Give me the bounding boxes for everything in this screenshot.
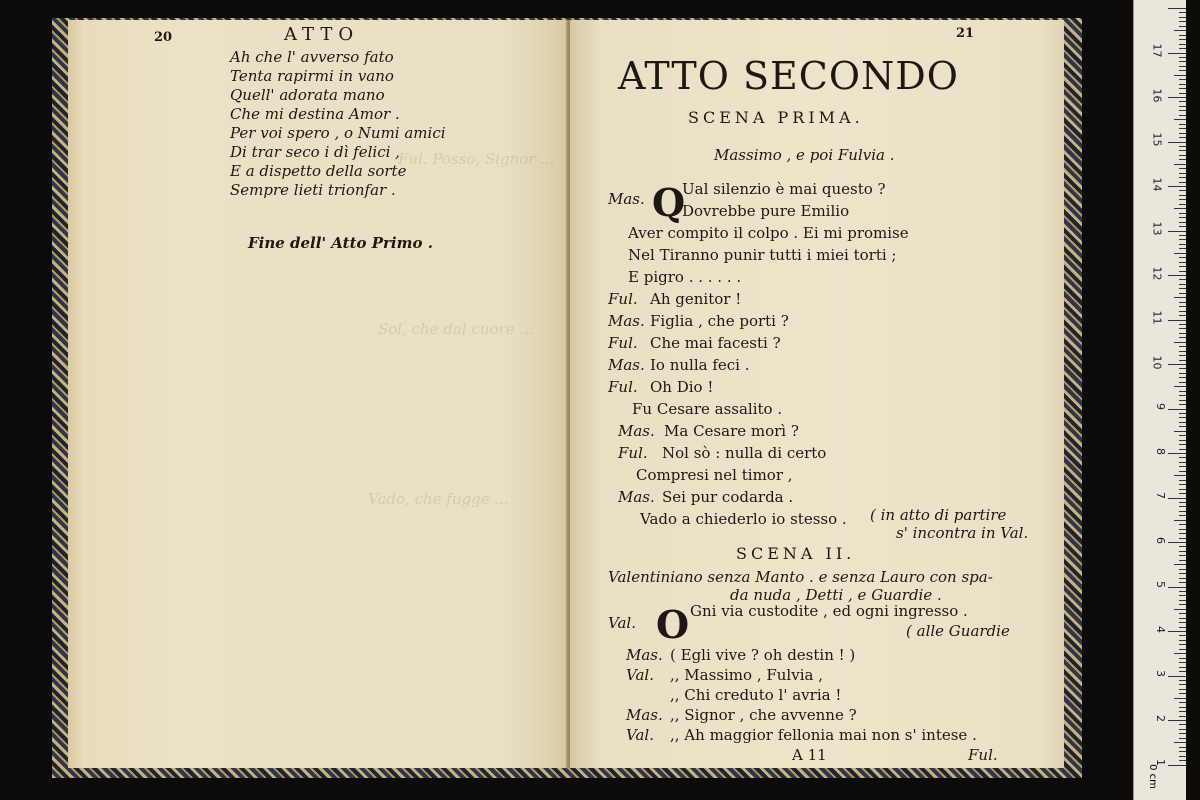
- ruler-tick: [1179, 489, 1186, 490]
- speaker-label: Mas.: [608, 356, 645, 374]
- ruler-tick: [1179, 591, 1186, 592]
- dialogue-line: ,, Chi creduto l' avria !: [670, 686, 842, 704]
- ruler-tick: [1179, 262, 1186, 263]
- ruler-tick: [1179, 604, 1186, 605]
- ruler-tick: [1168, 97, 1186, 98]
- speaker-label: Mas.: [608, 312, 645, 330]
- ruler-tick: [1179, 578, 1186, 579]
- ruler-tick: [1174, 208, 1186, 209]
- ruler-tick: [1174, 431, 1186, 432]
- ruler-tick: [1168, 720, 1186, 721]
- ruler-tick: [1179, 546, 1186, 547]
- scene-characters: da nuda , Detti , e Guardie .: [730, 586, 942, 604]
- ruler-tick: [1174, 297, 1186, 298]
- stage-direction: s' incontra in Val.: [896, 524, 1029, 542]
- ruler-tick: [1179, 306, 1186, 307]
- dialogue-line: Nel Tiranno punir tutti i miei torti ;: [628, 246, 897, 264]
- ruler-tick: [1179, 457, 1186, 458]
- ruler-tick: [1179, 106, 1186, 107]
- ruler-tick: [1179, 44, 1186, 45]
- ruler-tick: [1179, 35, 1186, 36]
- scene-characters: Valentiniano senza Manto . e senza Lauro con spa-: [608, 568, 993, 586]
- ruler-tick: [1179, 182, 1186, 183]
- ruler-tick: [1179, 244, 1186, 245]
- dialogue-line: E pigro . . . . . .: [628, 268, 742, 286]
- ruler-tick: [1168, 186, 1186, 187]
- ruler-tick: [1174, 742, 1186, 743]
- ruler-tick: [1179, 199, 1186, 200]
- ruler-tick: [1179, 337, 1186, 338]
- ruler-tick: [1179, 226, 1186, 227]
- stage-direction: ( alle Guardie: [906, 622, 1010, 640]
- ruler-number: 10: [1150, 355, 1164, 369]
- ruler-tick: [1179, 70, 1186, 71]
- ruler-tick: [1179, 711, 1186, 712]
- scene-characters: Massimo , e poi Fulvia .: [714, 146, 895, 164]
- ruler-number: 11: [1150, 310, 1164, 325]
- ruler-tick: [1179, 137, 1186, 138]
- ruler-tick: [1174, 253, 1186, 254]
- ruler-tick: [1168, 8, 1186, 9]
- ruler-tick: [1174, 609, 1186, 610]
- ruler-tick: [1179, 110, 1186, 111]
- ruler-tick: [1179, 724, 1186, 725]
- ruler-tick: [1179, 635, 1186, 636]
- ruler-tick: [1179, 395, 1186, 396]
- ruler-tick: [1179, 377, 1186, 378]
- stage-direction: ( in atto di partire: [870, 506, 1007, 524]
- ruler-tick: [1179, 133, 1186, 134]
- dialogue-line: Gni via custodite , ed ogni ingresso .: [690, 602, 968, 620]
- ruler-tick: [1179, 680, 1186, 681]
- ruler-tick: [1168, 364, 1186, 365]
- ruler-tick: [1168, 453, 1186, 454]
- ruler-tick: [1179, 613, 1186, 614]
- ruler-tick: [1179, 595, 1186, 596]
- ruler-tick: [1179, 284, 1186, 285]
- ruler-tick: [1168, 542, 1186, 543]
- ruler-tick: [1168, 142, 1186, 143]
- ruler-unit-label: 0 cm: [1146, 764, 1158, 789]
- verse-line: Per voi spero , o Numi amici: [230, 124, 446, 142]
- act-title: ATTO SECONDO: [618, 54, 959, 98]
- ruler-tick: [1179, 466, 1186, 467]
- dialogue-line: ,, Signor , che avvenne ?: [670, 706, 857, 724]
- ruler-tick: [1179, 671, 1186, 672]
- measurement-ruler: [1133, 0, 1186, 800]
- ruler-tick: [1179, 684, 1186, 685]
- ruler-tick: [1174, 698, 1186, 699]
- ruler-tick: [1174, 342, 1186, 343]
- ruler-tick: [1179, 79, 1186, 80]
- ruler-tick: [1179, 747, 1186, 748]
- dialogue-line: Fu Cesare assalito .: [632, 400, 783, 418]
- ruler-tick: [1179, 560, 1186, 561]
- ruler-tick: [1179, 360, 1186, 361]
- dialogue-line: Figlia , che porti ?: [650, 312, 789, 330]
- ruler-tick: [1179, 346, 1186, 347]
- ruler-tick: [1179, 529, 1186, 530]
- ruler-tick: [1179, 213, 1186, 214]
- drop-cap: O: [656, 602, 690, 647]
- ruler-tick: [1179, 440, 1186, 441]
- scene-heading: SCENA PRIMA.: [688, 108, 864, 127]
- ruler-tick: [1168, 231, 1186, 232]
- ruler-number: 14: [1150, 177, 1164, 191]
- ruler-number: 8: [1154, 447, 1167, 455]
- ruler-tick: [1174, 564, 1186, 565]
- page-number: 21: [956, 26, 975, 41]
- ruler-tick: [1174, 164, 1186, 165]
- ruler-tick: [1179, 707, 1186, 708]
- running-header: ATTO: [284, 24, 360, 45]
- ruler-tick: [1179, 324, 1186, 325]
- ruler-tick: [1179, 257, 1186, 258]
- ruler-tick: [1179, 155, 1186, 156]
- ruler-tick: [1179, 480, 1186, 481]
- ruler-number: 13: [1150, 221, 1164, 236]
- ruler-tick: [1179, 640, 1186, 641]
- ruler-number: 3: [1154, 670, 1167, 677]
- ruler-tick: [1179, 622, 1186, 623]
- ruler-tick: [1179, 493, 1186, 494]
- ruler-tick: [1179, 573, 1186, 574]
- ruler-tick: [1168, 409, 1186, 410]
- ruler-tick: [1179, 502, 1186, 503]
- ruler-tick: [1179, 716, 1186, 717]
- ruler-tick: [1179, 88, 1186, 89]
- verse-line: E a dispetto della sorte: [230, 162, 407, 180]
- ruler-tick: [1179, 538, 1186, 539]
- bleed-through-text: Vado, che fugge ...: [368, 490, 509, 508]
- ruler-tick: [1179, 751, 1186, 752]
- ruler-tick: [1179, 195, 1186, 196]
- ruler-tick: [1179, 217, 1186, 218]
- speaker-label: Ful.: [608, 378, 638, 396]
- ruler-number: 6: [1154, 536, 1167, 544]
- ruler-number: 17: [1150, 43, 1164, 58]
- ruler-tick: [1174, 653, 1186, 654]
- end-of-act-note: Fine dell' Atto Primo .: [248, 234, 433, 252]
- ruler-tick: [1179, 190, 1186, 191]
- page-number: 20: [154, 30, 173, 45]
- ruler-tick: [1179, 689, 1186, 690]
- ruler-tick: [1179, 756, 1186, 757]
- ruler-tick: [1179, 400, 1186, 401]
- ruler-tick: [1179, 506, 1186, 507]
- ruler-tick: [1179, 693, 1186, 694]
- ruler-tick: [1179, 667, 1186, 668]
- catchword: Ful.: [968, 746, 998, 764]
- ruler-tick: [1179, 26, 1186, 27]
- ruler-tick: [1179, 368, 1186, 369]
- ruler-tick: [1179, 382, 1186, 383]
- dialogue-line: Ma Cesare morì ?: [664, 422, 799, 440]
- dialogue-line: Oh Dio !: [650, 378, 714, 396]
- speaker-label: Mas.: [618, 488, 655, 506]
- ruler-tick: [1179, 515, 1186, 516]
- ruler-tick: [1168, 765, 1186, 766]
- ruler-number: 16: [1150, 88, 1164, 102]
- ruler-tick: [1179, 124, 1186, 125]
- drop-cap: Q: [652, 180, 686, 225]
- ruler-tick: [1179, 649, 1186, 650]
- ruler-tick: [1179, 288, 1186, 289]
- ruler-tick: [1179, 101, 1186, 102]
- ruler-tick: [1179, 315, 1186, 316]
- ruler-tick: [1179, 150, 1186, 151]
- ruler-tick: [1179, 21, 1186, 22]
- dialogue-line: Aver compito il colpo . Ei mi promise: [628, 224, 909, 242]
- verse-line: Ah che l' avverso fato: [230, 48, 394, 66]
- ruler-tick: [1179, 471, 1186, 472]
- ruler-tick: [1179, 48, 1186, 49]
- ruler-tick: [1179, 511, 1186, 512]
- ruler-tick: [1179, 702, 1186, 703]
- ruler-tick: [1179, 373, 1186, 374]
- ruler-tick: [1179, 39, 1186, 40]
- ruler-tick: [1179, 271, 1186, 272]
- dialogue-line: Sei pur codarda .: [662, 488, 794, 506]
- ruler-tick: [1168, 676, 1186, 677]
- ruler-tick: [1168, 275, 1186, 276]
- ruler-tick: [1179, 328, 1186, 329]
- ruler-tick: [1179, 355, 1186, 356]
- ruler-tick: [1168, 631, 1186, 632]
- speaker-label: Mas.: [626, 706, 663, 724]
- bleed-through-text: Sol, che dal cuore ...: [378, 320, 534, 338]
- ruler-tick: [1179, 222, 1186, 223]
- printer-signature: A 11: [792, 746, 827, 764]
- left-page: [68, 20, 582, 768]
- ruler-tick: [1179, 17, 1186, 18]
- right-page: [570, 20, 1064, 768]
- ruler-tick: [1179, 533, 1186, 534]
- ruler-tick: [1174, 75, 1186, 76]
- ruler-tick: [1174, 475, 1186, 476]
- speaker-label: Val.: [626, 726, 654, 744]
- ruler-tick: [1168, 587, 1186, 588]
- speaker-label: Ful.: [608, 290, 638, 308]
- ruler-tick: [1179, 582, 1186, 583]
- speaker-label: Ful.: [618, 444, 648, 462]
- speaker-label: Ful.: [608, 334, 638, 352]
- ruler-tick: [1179, 658, 1186, 659]
- ruler-tick: [1179, 235, 1186, 236]
- dialogue-line: Nol sò : nulla di certo: [662, 444, 827, 462]
- ruler-tick: [1179, 115, 1186, 116]
- ruler-tick: [1179, 569, 1186, 570]
- speaker-label: Mas.: [626, 646, 663, 664]
- ruler-tick: [1179, 444, 1186, 445]
- ruler-tick: [1179, 351, 1186, 352]
- ruler-tick: [1179, 279, 1186, 280]
- ruler-tick: [1174, 30, 1186, 31]
- bleed-through-text: Ful. Posso, Signor ...: [398, 150, 555, 168]
- ruler-tick: [1174, 119, 1186, 120]
- ruler-tick: [1168, 320, 1186, 321]
- verse-line: Che mi destina Amor .: [230, 105, 400, 123]
- ruler-tick: [1179, 555, 1186, 556]
- speaker-label: Val.: [626, 666, 654, 684]
- ruler-tick: [1179, 333, 1186, 334]
- verse-line: Sempre lieti trionfar .: [230, 181, 396, 199]
- ruler-tick: [1179, 311, 1186, 312]
- ruler-number: 2: [1154, 714, 1167, 722]
- ruler-tick: [1179, 293, 1186, 294]
- ruler-tick: [1179, 729, 1186, 730]
- dialogue-line: ( Egli vive ? oh destin ! ): [670, 646, 856, 664]
- ruler-tick: [1179, 168, 1186, 169]
- dialogue-line: ,, Ah maggior fellonia mai non s' intese .: [670, 726, 977, 744]
- ruler-tick: [1179, 404, 1186, 405]
- ruler-tick: [1179, 422, 1186, 423]
- dialogue-line: ,, Massimo , Fulvia ,: [670, 666, 823, 684]
- ruler-tick: [1179, 204, 1186, 205]
- ruler-tick: [1179, 760, 1186, 761]
- ruler-tick: [1179, 413, 1186, 414]
- ruler-tick: [1179, 618, 1186, 619]
- verse-line: Quell' adorata mano: [230, 86, 385, 104]
- ruler-number: 15: [1150, 132, 1164, 147]
- ruler-tick: [1179, 12, 1186, 13]
- ruler-tick: [1179, 57, 1186, 58]
- ruler-tick: [1168, 498, 1186, 499]
- speaker-label: Mas.: [618, 422, 655, 440]
- ruler-tick: [1179, 302, 1186, 303]
- verse-line: Tenta rapirmi in vano: [230, 67, 394, 85]
- ruler-tick: [1179, 391, 1186, 392]
- dialogue-line: Compresi nel timor ,: [636, 466, 793, 484]
- ruler-tick: [1179, 84, 1186, 85]
- ruler-tick: [1179, 426, 1186, 427]
- ruler-tick: [1179, 738, 1186, 739]
- ruler-tick: [1179, 266, 1186, 267]
- ruler-tick: [1179, 173, 1186, 174]
- ruler-tick: [1179, 644, 1186, 645]
- dialogue-line: Dovrebbe pure Emilio: [682, 202, 850, 220]
- ruler-tick: [1179, 449, 1186, 450]
- ruler-tick: [1179, 239, 1186, 240]
- dialogue-line: Che mai facesti ?: [650, 334, 781, 352]
- dialogue-line: Io nulla feci .: [650, 356, 750, 374]
- ruler-tick: [1179, 248, 1186, 249]
- ruler-tick: [1179, 484, 1186, 485]
- ruler-number: 5: [1154, 581, 1167, 588]
- ruler-tick: [1174, 386, 1186, 387]
- ruler-tick: [1179, 146, 1186, 147]
- ruler-number: 4: [1154, 625, 1167, 633]
- ruler-tick: [1168, 53, 1186, 54]
- ruler-tick: [1179, 128, 1186, 129]
- ruler-tick: [1179, 600, 1186, 601]
- speaker-label: Mas.: [608, 190, 645, 208]
- dialogue-line: Vado a chiederlo io stesso .: [640, 510, 847, 528]
- speaker-label: Val.: [608, 614, 636, 632]
- ruler-tick: [1179, 159, 1186, 160]
- ruler-tick: [1179, 524, 1186, 525]
- verse-line: Di trar seco i dì felici ,: [230, 143, 400, 161]
- ruler-tick: [1179, 627, 1186, 628]
- ruler-tick: [1179, 177, 1186, 178]
- ruler-number: 1: [1154, 759, 1167, 766]
- dialogue-line: Ah genitor !: [650, 290, 742, 308]
- ruler-tick: [1179, 733, 1186, 734]
- ruler-number: 12: [1150, 266, 1164, 280]
- scene-heading: SCENA II.: [736, 544, 856, 563]
- ruler-tick: [1179, 93, 1186, 94]
- ruler-tick: [1174, 520, 1186, 521]
- ruler-tick: [1179, 462, 1186, 463]
- ruler-number: 7: [1154, 492, 1167, 499]
- ruler-tick: [1179, 66, 1186, 67]
- ruler-tick: [1179, 435, 1186, 436]
- ruler-tick: [1179, 551, 1186, 552]
- ruler-number: 9: [1154, 403, 1167, 410]
- ruler-tick: [1179, 417, 1186, 418]
- dialogue-line: Ual silenzio è mai questo ?: [682, 180, 886, 198]
- ruler-tick: [1179, 662, 1186, 663]
- ruler-tick: [1179, 61, 1186, 62]
